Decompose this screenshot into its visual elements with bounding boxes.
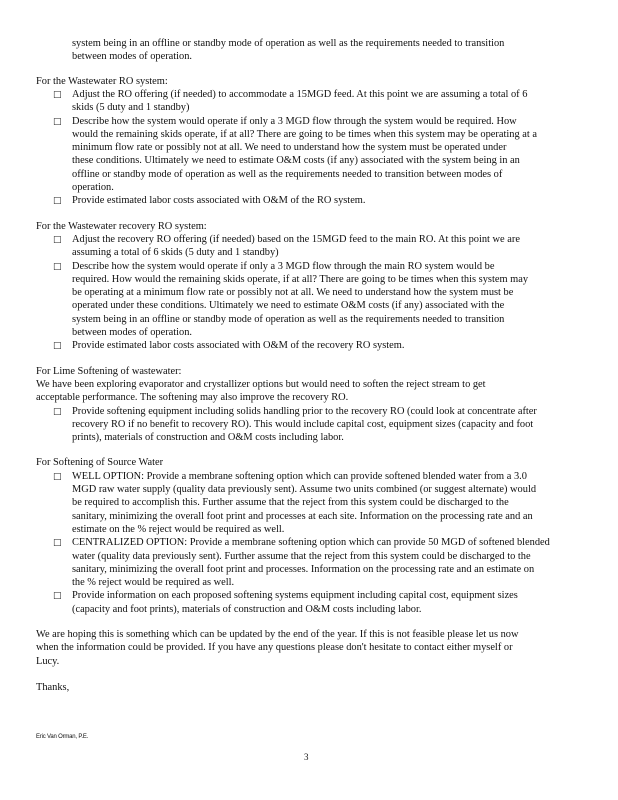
bullet-text-line: Adjust the recovery RO offering (if needed) based on the 15MGD feed to the main RO. At this point we are — [72, 233, 520, 245]
closing-paragraph-line: Lucy. — [36, 655, 60, 667]
section-heading: For Softening of Source Water — [36, 457, 164, 469]
bullet-text-line: Provide information on each proposed softening systems equipment including capital cost, equipment sizes — [72, 590, 518, 602]
signoff: Thanks, — [36, 681, 70, 693]
page-number: 3 — [304, 752, 309, 762]
bullet-text-line: MGD raw water supply (quality data previously sent). Assume two units combined (or suggest alternate) would — [72, 484, 537, 495]
bullet-text-line: Adjust the RO offering (if needed) to accommodate a 15MGD feed. At this point we are assuming a total of 6 — [72, 88, 528, 100]
bullet-text-line: Provide estimated labor costs associated with O&M of the recovery RO system. — [72, 340, 405, 352]
bullet-text-line: operation. — [72, 182, 114, 193]
section-heading: For the Wastewater RO system: — [36, 75, 168, 87]
bullet-text-line: Provide softening equipment including solids handling prior to the recovery RO (could look at concentrate after — [72, 405, 537, 417]
closing-paragraph-line: when the information could be provided. If you have any questions please don't hesitate to contact either myself or — [36, 642, 513, 654]
bullet-marker-icon: □ — [53, 341, 62, 352]
bullet-text-line: required. How would the remaining skids operate, if at all? There are going to be times when this system may — [72, 273, 529, 285]
bullet-marker-icon: □ — [53, 234, 62, 245]
bullet-text-line: offline or standby mode of operation as well as the requirements needed to transition between modes of — [72, 168, 503, 180]
bullet-marker-icon: □ — [53, 471, 62, 482]
bullet-marker-icon: □ — [53, 196, 62, 207]
section-heading: For Lime Softening of wastewater: — [36, 365, 182, 377]
bullet-marker-icon: □ — [53, 591, 62, 602]
bullet-text-line: system being in an offline or standby mode of operation as well as the requirements needed to transition — [72, 313, 505, 325]
bullet-text-line: estimate on the % reject would be required as well. — [72, 523, 285, 535]
bullet-text-line: sanitary, minimizing the overall foot print and processes. Information on the processing rate and an estimate on — [72, 563, 535, 575]
bullet-text-line: sanitary, minimizing the overall foot print and processes at each site. Information on the processing rate and an — [72, 510, 533, 522]
bullet-marker-icon: □ — [53, 538, 62, 549]
bullet-marker-icon: □ — [53, 261, 62, 272]
bullet-text-line: (capacity and foot prints), materials of construction and O&M costs including labor. — [72, 603, 422, 615]
bullet-text-line: prints), materials of construction and O&M costs including labor. — [72, 432, 344, 444]
bullet-text-line: these conditions. Ultimately we need to estimate O&M costs (if any) associated with the system being in an — [72, 155, 520, 167]
bullet-marker-icon: □ — [53, 89, 62, 100]
bullet-text-line: would the remaining skids operate, if at all? There are going to be times when this system may be operating at a — [72, 128, 537, 140]
bullet-marker-icon: □ — [53, 406, 62, 417]
bullet-text-line: the % reject would be required as well. — [72, 577, 235, 589]
signature-name: Eric Van Orman, P.E. — [36, 734, 89, 740]
bullet-text-line: minimum flow rate or possibly not at all. We need to understand how the system must be operated under — [72, 142, 507, 154]
bullet-text-line: assuming a total of 6 skids (5 duty and 1 standby) — [72, 247, 279, 259]
section-intro-line: acceptable performance. The softening may also improve the recovery RO. — [36, 392, 349, 404]
bullet-text-line: skids (5 duty and 1 standby) — [72, 102, 190, 114]
intro-continuation-line: between modes of operation. — [72, 51, 193, 63]
bullet-text-line: WELL OPTION: Provide a membrane softening option which can provide softened blended water from a 3.0 — [72, 470, 527, 482]
bullet-text-line: between modes of operation. — [72, 327, 193, 338]
bullet-text-line: CENTRALIZED OPTION: Provide a membrane softening option which can provide 50 MGD of softened blended — [72, 537, 550, 549]
bullet-text-line: recovery RO if no benefit to recovery RO). This would include capital cost, equipment sizes (capacity and foot — [72, 418, 534, 430]
bullet-text-line: operated under these conditions. Ultimately we need to estimate O&M costs (if any) associated with the — [72, 300, 505, 312]
bullet-text-line: be operating at a minimum flow rate or possibly not at all. We need to understand how the system must be — [72, 287, 514, 299]
section-heading: For the Wastewater recovery RO system: — [36, 220, 207, 232]
bullet-text-line: water (quality data previously sent). Further assume that the reject from this system could be discharged to the — [72, 550, 531, 562]
bullet-text-line: Provide estimated labor costs associated with O&M of the RO system. — [72, 195, 366, 207]
bullet-marker-icon: □ — [53, 116, 62, 127]
intro-continuation-line: system being in an offline or standby mode of operation as well as the requirements needed to transition — [72, 38, 505, 49]
section-intro-line: We have been exploring evaporator and crystallizer options but would need to soften the reject stream to get — [36, 378, 486, 390]
bullet-text-line: Describe how the system would operate if only a 3 MGD flow through the system would be required. How — [72, 115, 517, 127]
bullet-text-line: be required to accomplish this. Further assume that the reject from this system could be discharged to the — [72, 497, 509, 509]
closing-paragraph-line: We are hoping this is something which can be updated by the end of the year. If this is not feasible please let us now — [36, 629, 519, 640]
bullet-text-line: Describe how the system would operate if only a 3 MGD flow through the main RO system would be — [72, 260, 495, 272]
